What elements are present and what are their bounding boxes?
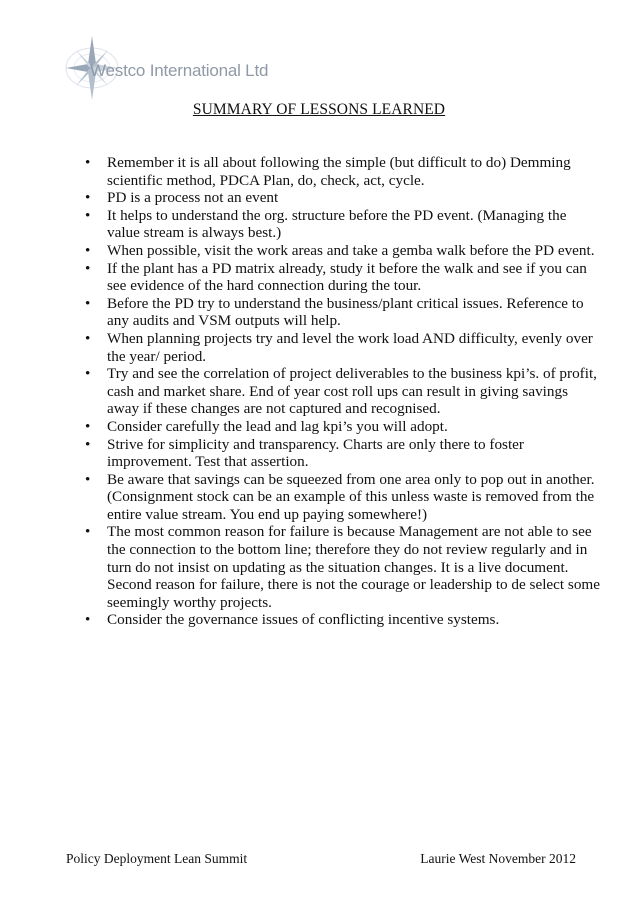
list-item-text: When possible, visit the work areas and take a gemba walk before the PD event. [107, 241, 595, 259]
list-item-text: Try and see the correlation of project deliverables to the business kpi’s. of profit, cash and market share. End of year cost roll ups can result in giving savings away if these changes are not captured and recognised. [107, 365, 597, 418]
list-item-text: Remember it is all about following the simple (but difficult to do) Demming scientific method, PDCA Plan, do, check, act, cycle. [107, 154, 571, 189]
list-item [83, 365, 603, 418]
list-item [83, 471, 603, 524]
list-item [83, 260, 603, 295]
list-item [83, 207, 603, 242]
bullet-icon: • [85, 365, 91, 383]
bullet-icon: • [85, 417, 91, 435]
bullet-icon: • [85, 241, 91, 259]
list-item [83, 189, 603, 207]
list-item-text: The most common reason for failure is because Management are not able to see the connection to the bottom line; therefore they do not review regularly and in turn do not insist on updating as the situation changes. It is a live document. Second reason for failure, there is not the courage or leadership to de select some seemingly worthy projects. [107, 523, 600, 611]
list-item [83, 418, 603, 436]
bullet-icon: • [85, 611, 91, 629]
list-item [83, 242, 603, 260]
list-item-text: If the plant has a PD matrix already, study it before the walk and see if you can see evidence of the hard connection during the tour. [107, 259, 587, 295]
list-item [83, 330, 603, 365]
list-item [83, 154, 603, 189]
list-item-text: Strive for simplicity and transparency. Charts are only there to foster improvement. Test that assertion. [107, 435, 524, 471]
list-item [83, 295, 603, 330]
list-item-text: Consider carefully the lead and lag kpi’s you will adopt. [107, 417, 448, 435]
logo-text: Westco International Ltd [90, 61, 269, 80]
bullet-icon: • [85, 154, 91, 171]
list-item [83, 611, 603, 629]
list-item-text: PD is a process not an event [107, 189, 279, 207]
list-item-text: Be aware that savings can be squeezed from one area only to pop out in another. (Consignment stock can be an example of this unless waste is removed from the entire value stream. You end up paying somewhere!) [107, 470, 595, 523]
bullet-icon: • [85, 523, 91, 541]
bullet-icon: • [85, 206, 91, 224]
bullet-icon: • [85, 189, 91, 207]
footer-author-date: Laurie West November 2012 [420, 851, 576, 866]
bullet-icon: • [85, 259, 91, 277]
list-item-text: It helps to understand the org. structure before the PD event. (Managing the value stream is always best.) [107, 206, 567, 242]
page-title: SUMMARY OF LESSONS LEARNED [192, 101, 446, 118]
list-item-text: Consider the governance issues of conflicting incentive systems. [107, 611, 500, 629]
lessons-list [83, 154, 603, 629]
company-logo [62, 34, 269, 104]
list-item [83, 436, 603, 471]
bullet-icon: • [85, 435, 91, 453]
list-item [83, 523, 603, 611]
bullet-icon: • [85, 294, 91, 312]
bullet-icon: • [85, 470, 91, 488]
list-item-text: Before the PD try to understand the business/plant critical issues. Reference to any audits and VSM outputs will help. [107, 294, 584, 330]
footer-event-name: Policy Deployment Lean Summit [66, 851, 248, 866]
bullet-icon: • [85, 329, 91, 347]
list-item-text: When planning projects try and level the work load AND difficulty, evenly over the year/ period. [107, 329, 593, 365]
